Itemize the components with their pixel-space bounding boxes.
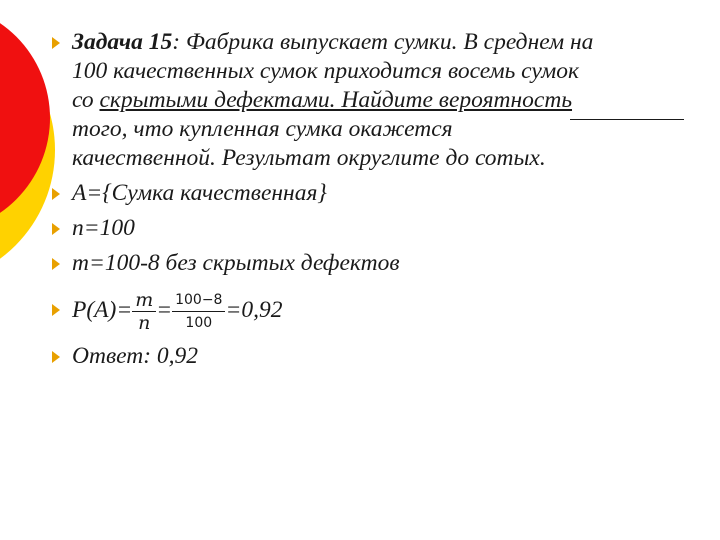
bullet-triangle-icon <box>52 351 60 363</box>
bullet-triangle-icon <box>52 258 60 270</box>
probability-formula <box>52 284 702 336</box>
bullet-triangle-icon <box>52 304 60 316</box>
task-line-2: 100 качественных сумок приходится восемь сумок <box>72 58 580 84</box>
fraction-numeric <box>172 289 225 334</box>
n-text: n=100 <box>72 215 135 241</box>
formula-result: =0,92 <box>225 297 283 323</box>
task-line-1-text: Фабрика выпускает сумки. В среднем на <box>185 29 594 55</box>
slide-content <box>52 28 702 377</box>
task-colon: : <box>172 29 186 55</box>
task-line-1 <box>72 28 702 57</box>
event-definition <box>52 179 702 208</box>
task-statement <box>52 28 702 173</box>
task-title: Задача 15 <box>72 29 173 55</box>
fraction-denominator-numeric: 100 <box>185 315 213 332</box>
bullet-triangle-icon <box>52 37 60 49</box>
answer <box>52 342 702 371</box>
m-text: m=100-8 без скрытых дефектов <box>72 250 400 276</box>
n-value <box>52 214 702 243</box>
formula-lhs: P(A)= <box>72 297 133 323</box>
task-line-3 <box>72 86 702 115</box>
fraction-m-over-n <box>132 289 156 334</box>
task-line-3-start: со <box>72 87 100 113</box>
answer-text: Ответ: 0,92 <box>72 343 199 369</box>
bullet-triangle-icon <box>52 188 60 200</box>
fraction-numerator-numeric: 100−8 <box>172 289 225 312</box>
fraction-denominator-n: n <box>138 312 151 335</box>
bullet-triangle-icon <box>52 223 60 235</box>
task-line-5: качественной. Результат округлите до сотых. <box>72 145 546 171</box>
task-line-4: того, что купленная сумка окажется <box>72 116 453 142</box>
event-text: A={Сумка качественная} <box>72 180 327 206</box>
formula-equals: = <box>156 297 173 323</box>
fraction-numerator-m: m <box>132 289 156 312</box>
task-line-3-underlined: скрытыми дефектами. Найдите вероятность <box>99 87 573 113</box>
m-value <box>52 249 702 278</box>
